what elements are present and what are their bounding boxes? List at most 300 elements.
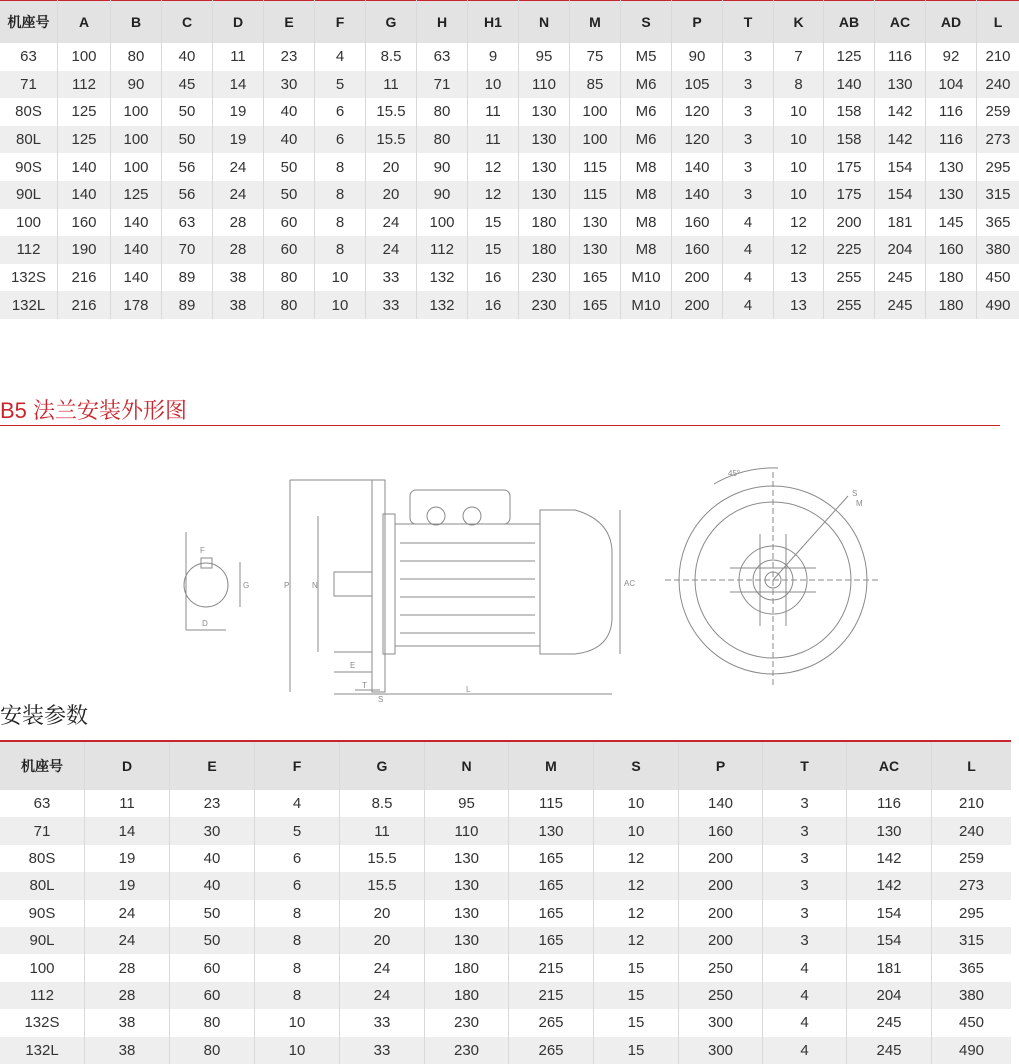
- table-cell: 4: [315, 43, 366, 71]
- table-cell: 20: [366, 181, 417, 209]
- drawing-label-p: P: [284, 581, 290, 590]
- table-cell: 140: [672, 181, 723, 209]
- table-cell: 250: [679, 954, 763, 981]
- b5-section-title: B5 法兰安装外形图: [0, 398, 188, 423]
- table-cell: 23: [170, 790, 255, 817]
- table-cell: 365: [977, 209, 1019, 237]
- table-cell: 80: [170, 1037, 255, 1064]
- column-header: P: [672, 1, 723, 44]
- table-cell: 110: [519, 71, 570, 99]
- table-cell: 12: [468, 153, 519, 181]
- drawing-label-e: E: [350, 661, 356, 670]
- table-cell: 145: [926, 209, 977, 237]
- table-cell: 180: [425, 954, 509, 981]
- table-cell: 30: [170, 817, 255, 844]
- table-cell: 225: [824, 236, 875, 264]
- column-header: G: [340, 741, 425, 790]
- table-cell: 140: [58, 153, 111, 181]
- table-cell: 4: [763, 1037, 847, 1064]
- table-cell: 63: [162, 209, 213, 237]
- drawing-label-n: N: [312, 581, 318, 590]
- table-cell: 56: [162, 181, 213, 209]
- table-cell: 230: [519, 264, 570, 292]
- drawing-label-s: S: [852, 489, 858, 498]
- table-cell: 60: [170, 982, 255, 1009]
- table-cell: 90L: [0, 927, 85, 954]
- table-row: [0, 927, 1011, 954]
- table-cell: 10: [594, 790, 679, 817]
- table-cell: 13: [774, 264, 824, 292]
- table-row: [0, 872, 1011, 899]
- column-header: M: [509, 741, 594, 790]
- drawing-label-f: F: [200, 546, 205, 555]
- table-cell: 10: [774, 181, 824, 209]
- table-cell: 15: [594, 1037, 679, 1064]
- table-cell: 90: [417, 181, 468, 209]
- table-cell: 19: [213, 126, 264, 154]
- table-cell: 240: [932, 817, 1012, 844]
- table-cell: 112: [0, 236, 58, 264]
- table-cell: 95: [425, 790, 509, 817]
- table-cell: 8: [315, 153, 366, 181]
- table-cell: 50: [162, 98, 213, 126]
- b5-flange-outline-drawing: [0, 440, 1000, 702]
- column-header: 机座号: [0, 1, 58, 44]
- table-cell: 273: [977, 126, 1019, 154]
- table-cell: 450: [932, 1009, 1012, 1036]
- table-cell: 140: [824, 71, 875, 99]
- table-cell: 180: [519, 209, 570, 237]
- table-cell: 245: [847, 1037, 932, 1064]
- table-cell: 100: [111, 153, 162, 181]
- table-cell: 112: [58, 71, 111, 99]
- table-cell: 4: [763, 1009, 847, 1036]
- drawing-label-ac: AC: [624, 579, 636, 588]
- table-cell: 40: [264, 98, 315, 126]
- table-cell: 490: [977, 291, 1019, 319]
- table-cell: 5: [315, 71, 366, 99]
- table-cell: 24: [85, 900, 170, 927]
- table-row: [0, 1037, 1011, 1064]
- table-cell: 13: [774, 291, 824, 319]
- table-cell: 10: [468, 71, 519, 99]
- table-row: [0, 954, 1011, 981]
- table-cell: 80: [417, 98, 468, 126]
- table-cell: 80: [264, 291, 315, 319]
- table-cell: 90: [417, 153, 468, 181]
- table-cell: 380: [932, 982, 1012, 1009]
- table-cell: 4: [763, 982, 847, 1009]
- table-cell: 130: [425, 927, 509, 954]
- table-cell: 120: [672, 98, 723, 126]
- table-cell: 180: [926, 264, 977, 292]
- table-cell: 80S: [0, 845, 85, 872]
- table-cell: 175: [824, 181, 875, 209]
- table-cell: 165: [509, 900, 594, 927]
- table-cell: 70: [162, 236, 213, 264]
- table-row: [0, 264, 1019, 292]
- table-cell: 23: [264, 43, 315, 71]
- table-cell: 132L: [0, 1037, 85, 1064]
- table-cell: 38: [213, 264, 264, 292]
- table-cell: 181: [875, 209, 926, 237]
- table-cell: 300: [679, 1009, 763, 1036]
- column-header: AD: [926, 1, 977, 44]
- table-cell: 125: [58, 126, 111, 154]
- table-cell: 4: [723, 236, 774, 264]
- table-cell: 28: [85, 954, 170, 981]
- table-cell: 3: [763, 845, 847, 872]
- table-cell: 10: [315, 264, 366, 292]
- table-cell: 95: [519, 43, 570, 71]
- table-cell: 216: [58, 264, 111, 292]
- table-cell: 130: [570, 236, 621, 264]
- table-cell: 130: [519, 98, 570, 126]
- table-cell: 100: [570, 126, 621, 154]
- table-cell: 140: [672, 153, 723, 181]
- table-row: [0, 236, 1019, 264]
- table-cell: 3: [723, 126, 774, 154]
- table-cell: M8: [621, 181, 672, 209]
- table-cell: 365: [932, 954, 1012, 981]
- table-cell: 28: [213, 236, 264, 264]
- table-cell: 71: [417, 71, 468, 99]
- table-cell: 12: [594, 845, 679, 872]
- table-cell: 10: [255, 1037, 340, 1064]
- table-cell: 158: [824, 98, 875, 126]
- table-cell: 165: [509, 872, 594, 899]
- table-cell: 120: [672, 126, 723, 154]
- table-cell: 16: [468, 264, 519, 292]
- table-cell: M5: [621, 43, 672, 71]
- table-cell: 112: [417, 236, 468, 264]
- install-section-title: 安装参数: [0, 703, 89, 728]
- table-cell: 300: [679, 1037, 763, 1064]
- drawing-label-side-s: S: [378, 695, 384, 704]
- table-row: [0, 98, 1019, 126]
- table-cell: 6: [255, 872, 340, 899]
- table-cell: 24: [85, 927, 170, 954]
- table-cell: 12: [468, 181, 519, 209]
- table-cell: 4: [723, 291, 774, 319]
- table-cell: 3: [763, 900, 847, 927]
- table-row: [0, 982, 1011, 1009]
- column-header: N: [519, 1, 570, 44]
- table-header-row: [0, 741, 1011, 790]
- table-cell: 15.5: [366, 98, 417, 126]
- table-cell: 90: [111, 71, 162, 99]
- table-cell: 115: [509, 790, 594, 817]
- table-cell: 15.5: [366, 126, 417, 154]
- column-header: T: [763, 741, 847, 790]
- table-cell: 100: [417, 209, 468, 237]
- drawing-label-m: M: [856, 499, 863, 508]
- table-cell: 14: [85, 817, 170, 844]
- table-cell: 24: [340, 982, 425, 1009]
- table-cell: 80: [264, 264, 315, 292]
- table-cell: 165: [570, 264, 621, 292]
- table-cell: 24: [213, 181, 264, 209]
- column-header: D: [213, 1, 264, 44]
- table-cell: 116: [847, 790, 932, 817]
- table-cell: 295: [977, 153, 1019, 181]
- table-cell: 180: [519, 236, 570, 264]
- table-cell: 56: [162, 153, 213, 181]
- table-cell: 154: [847, 900, 932, 927]
- table-cell: 40: [162, 43, 213, 71]
- table-cell: 11: [468, 98, 519, 126]
- table-cell: 50: [170, 900, 255, 927]
- table-cell: 80S: [0, 98, 58, 126]
- table-header-row: [0, 1, 1019, 44]
- table-cell: 160: [672, 236, 723, 264]
- table-cell: 15.5: [340, 845, 425, 872]
- column-header: M: [570, 1, 621, 44]
- drawing-label-t: T: [362, 681, 367, 690]
- table-cell: 7: [774, 43, 824, 71]
- table-cell: 154: [847, 927, 932, 954]
- table-cell: 130: [519, 153, 570, 181]
- table-cell: 100: [111, 98, 162, 126]
- table-row: [0, 817, 1011, 844]
- table-cell: 130: [875, 71, 926, 99]
- table-cell: 80: [170, 1009, 255, 1036]
- table-cell: 60: [170, 954, 255, 981]
- table-cell: 19: [85, 845, 170, 872]
- table-cell: 63: [0, 43, 58, 71]
- table-cell: 130: [425, 872, 509, 899]
- table-cell: 230: [425, 1037, 509, 1064]
- table-cell: 190: [58, 236, 111, 264]
- table-row: [0, 790, 1011, 817]
- column-header: L: [977, 1, 1019, 44]
- table-cell: 28: [85, 982, 170, 1009]
- table-cell: 15: [468, 236, 519, 264]
- table-cell: 92: [926, 43, 977, 71]
- table-cell: 12: [774, 209, 824, 237]
- table-cell: 4: [723, 209, 774, 237]
- table-cell: 8: [255, 954, 340, 981]
- column-header: S: [594, 741, 679, 790]
- drawing-label-angle: 45°: [728, 469, 741, 478]
- table-cell: 28: [213, 209, 264, 237]
- table-cell: 105: [672, 71, 723, 99]
- table-cell: 265: [509, 1037, 594, 1064]
- table-cell: 50: [264, 153, 315, 181]
- column-header: P: [679, 741, 763, 790]
- table-cell: 90: [672, 43, 723, 71]
- table-cell: 3: [763, 872, 847, 899]
- table-cell: 142: [847, 845, 932, 872]
- table-cell: 9: [468, 43, 519, 71]
- table-cell: 6: [315, 98, 366, 126]
- table-cell: 50: [170, 927, 255, 954]
- table-cell: 132S: [0, 264, 58, 292]
- table-cell: 3: [723, 153, 774, 181]
- table-row: [0, 126, 1019, 154]
- table-cell: 4: [763, 954, 847, 981]
- table-cell: 160: [679, 817, 763, 844]
- column-header: AC: [847, 741, 932, 790]
- table-cell: 245: [875, 264, 926, 292]
- table-cell: 71: [0, 817, 85, 844]
- table-cell: M10: [621, 291, 672, 319]
- table-cell: 210: [977, 43, 1019, 71]
- column-header: B: [111, 1, 162, 44]
- table-row: [0, 209, 1019, 237]
- table-cell: M6: [621, 71, 672, 99]
- table-cell: 33: [366, 291, 417, 319]
- column-header: F: [255, 741, 340, 790]
- table-cell: 178: [111, 291, 162, 319]
- table-cell: 295: [932, 900, 1012, 927]
- table-cell: 90L: [0, 181, 58, 209]
- table-cell: 8: [255, 900, 340, 927]
- table-cell: 60: [264, 209, 315, 237]
- table-cell: 180: [926, 291, 977, 319]
- table-cell: 40: [170, 845, 255, 872]
- table-cell: 200: [824, 209, 875, 237]
- table-cell: 130: [519, 126, 570, 154]
- table-cell: 240: [977, 71, 1019, 99]
- table-cell: 3: [723, 181, 774, 209]
- table-cell: 8: [255, 927, 340, 954]
- table-cell: 14: [213, 71, 264, 99]
- table-cell: 450: [977, 264, 1019, 292]
- table-cell: 200: [679, 900, 763, 927]
- table-cell: 380: [977, 236, 1019, 264]
- table-cell: 24: [366, 236, 417, 264]
- shaft-section-view: [184, 532, 240, 630]
- table-cell: 165: [509, 845, 594, 872]
- table-cell: M8: [621, 236, 672, 264]
- table-cell: 15.5: [340, 872, 425, 899]
- column-header: F: [315, 1, 366, 44]
- table-cell: 125: [58, 98, 111, 126]
- table-cell: 80: [417, 126, 468, 154]
- table-cell: 63: [417, 43, 468, 71]
- table-cell: 30: [264, 71, 315, 99]
- table-cell: 20: [340, 927, 425, 954]
- table-cell: 116: [926, 98, 977, 126]
- table-cell: 210: [932, 790, 1012, 817]
- column-header: E: [170, 741, 255, 790]
- table-cell: 6: [315, 126, 366, 154]
- table-cell: 130: [425, 845, 509, 872]
- table-cell: 215: [509, 954, 594, 981]
- table-cell: 158: [824, 126, 875, 154]
- table-cell: 8: [315, 181, 366, 209]
- table-row: [0, 1009, 1011, 1036]
- drawing-label-d: D: [202, 619, 208, 628]
- table-cell: 10: [774, 98, 824, 126]
- column-header: L: [932, 741, 1012, 790]
- table-cell: 165: [509, 927, 594, 954]
- table-cell: 200: [679, 845, 763, 872]
- table-cell: 10: [315, 291, 366, 319]
- table-cell: 4: [723, 264, 774, 292]
- table-cell: 3: [763, 790, 847, 817]
- table-cell: 116: [926, 126, 977, 154]
- table-cell: 15: [594, 954, 679, 981]
- table-cell: 3: [723, 98, 774, 126]
- table-cell: 100: [0, 209, 58, 237]
- table-cell: 15: [468, 209, 519, 237]
- table-cell: 38: [213, 291, 264, 319]
- table-cell: 230: [519, 291, 570, 319]
- table-cell: 11: [85, 790, 170, 817]
- table-cell: 154: [875, 153, 926, 181]
- table-cell: 160: [926, 236, 977, 264]
- table-cell: 125: [111, 181, 162, 209]
- table-cell: 200: [679, 927, 763, 954]
- table-cell: 85: [570, 71, 621, 99]
- table-cell: 71: [0, 71, 58, 99]
- table-cell: 112: [0, 982, 85, 1009]
- table-cell: 115: [570, 181, 621, 209]
- column-header: T: [723, 1, 774, 44]
- column-header: 机座号: [0, 741, 85, 790]
- table-cell: 10: [774, 153, 824, 181]
- column-header: AB: [824, 1, 875, 44]
- column-header: N: [425, 741, 509, 790]
- dimension-table: [0, 0, 1019, 319]
- table-cell: 132L: [0, 291, 58, 319]
- table-cell: 45: [162, 71, 213, 99]
- table-cell: 38: [85, 1037, 170, 1064]
- column-header: D: [85, 741, 170, 790]
- table-cell: 315: [932, 927, 1012, 954]
- table-cell: 33: [366, 264, 417, 292]
- motor-front-view: [665, 468, 881, 688]
- table-cell: 250: [679, 982, 763, 1009]
- table-cell: 10: [774, 126, 824, 154]
- table-cell: 315: [977, 181, 1019, 209]
- table-cell: 50: [264, 181, 315, 209]
- table-cell: 140: [111, 264, 162, 292]
- table-cell: 11: [213, 43, 264, 71]
- table-cell: 160: [58, 209, 111, 237]
- table-cell: 90S: [0, 153, 58, 181]
- table-cell: 10: [255, 1009, 340, 1036]
- table-row: [0, 291, 1019, 319]
- table-cell: 230: [425, 1009, 509, 1036]
- table-cell: 273: [932, 872, 1012, 899]
- table-cell: 115: [570, 153, 621, 181]
- table-cell: 130: [926, 181, 977, 209]
- table-cell: 130: [847, 817, 932, 844]
- table-cell: 12: [594, 927, 679, 954]
- table-cell: 24: [340, 954, 425, 981]
- table-cell: 40: [170, 872, 255, 899]
- table-cell: 130: [926, 153, 977, 181]
- table-row: [0, 845, 1011, 872]
- table-cell: 3: [763, 817, 847, 844]
- table-cell: 110: [425, 817, 509, 844]
- column-header: A: [58, 1, 111, 44]
- table-cell: 33: [340, 1037, 425, 1064]
- table-cell: 180: [425, 982, 509, 1009]
- install-table: [0, 740, 1011, 1064]
- table-cell: 15: [594, 982, 679, 1009]
- table-cell: 10: [594, 817, 679, 844]
- table-cell: 3: [723, 71, 774, 99]
- table-cell: 245: [847, 1009, 932, 1036]
- table-cell: 130: [570, 209, 621, 237]
- table-row: [0, 43, 1019, 71]
- table-cell: 132S: [0, 1009, 85, 1036]
- table-cell: 11: [366, 71, 417, 99]
